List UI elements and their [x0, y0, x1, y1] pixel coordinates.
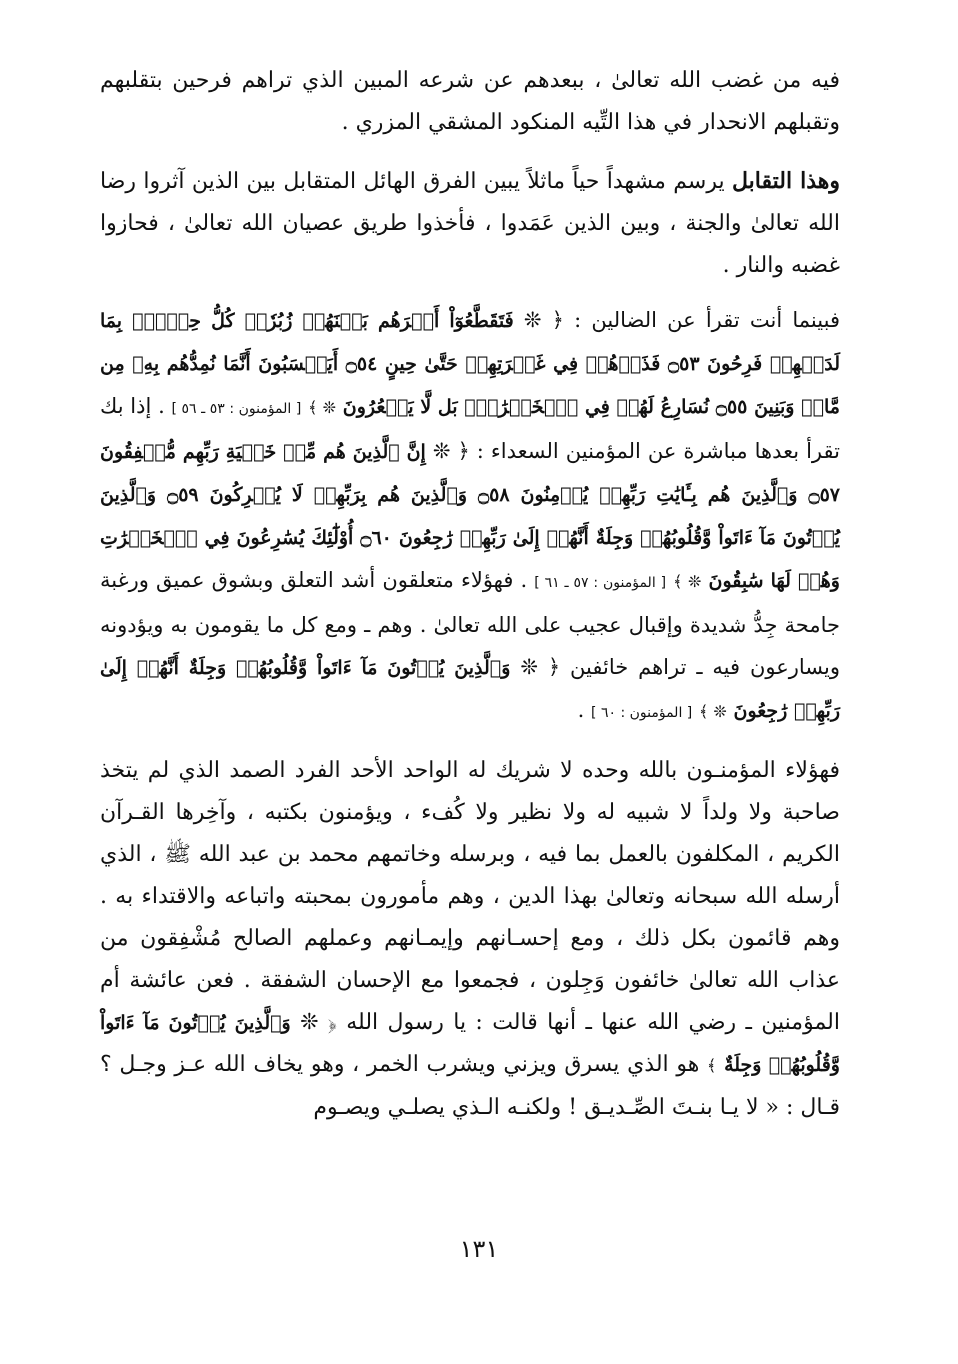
paragraph-2-lead: وهذا التقابل	[732, 168, 840, 194]
book-page	[100, 60, 840, 1260]
citation-57-61: [ المؤمنون : ٥٧ ـ ٦١ ]	[534, 575, 667, 591]
paragraph-1-text: فيه من غضب الله تعالىٰ ، ببعدهم عن شرعه المبين الذي تراهم فرحين بتقلبهم وتقبلهم الانحدار في هذا التِّيه المنكود المشقي المزري .	[100, 68, 840, 135]
paragraph-4-tail: هو الذي يسرق ويزني ويشرب الخمر ، وهو يخاف الله عـز وجـل ؟ قـال : « لا يـا بنـتَ الصِّـديـق ! ولكنـه الـذي يصلـي ويصـوم	[100, 1052, 840, 1120]
citation-53-56: [ المؤمنون : ٥٣ ـ ٥٦ ]	[171, 401, 302, 417]
quran-verse-57-61: إِنَّ ٱلَّذِينَ هُم مِّنۡ خَشۡيَةِ رَبِّهِم مُّشۡفِقُونَ ۝٥٧ وَٱلَّذِينَ هُم بِـَٔايَٰتِ رَبِّهِمۡ يُؤۡمِنُونَ ۝٥٨ وَٱلَّذِينَ هُم بِرَبِّهِمۡ لَا يُشۡرِكُونَ ۝٥٩ وَٱلَّذِينَ يُؤۡتُونَ مَآ ءَاتَواْ وَّقُلُوبُهُمۡ وَجِلَةٌ أَنَّهُمۡ إِلَىٰ رَبِّهِمۡ رَٰجِعُونَ ۝٦٠ أُوْلَٰٓئِكَ يُسَٰرِعُونَ فِي ٱلۡخَيۡرَٰتِ وَهُمۡ لَهَا سَٰبِقُونَ	[100, 441, 841, 592]
paragraph-4	[100, 750, 840, 1129]
paragraph-2-text: يرسم مشهداً حياً ماثلاً يبين الفرق الهائل المتقابل بين الذين آثروا رضا الله تعالىٰ والجنة ، وبين الذين عَمَدوا ، فأخذوا طريق عصيان الله تعالىٰ ، فحازوا غضبه والنار .	[100, 169, 840, 278]
ornament-close-3: ❊ ﴾	[698, 702, 727, 721]
ornament-close-2: ❊ ﴾	[673, 572, 702, 591]
passage-end: .	[577, 698, 585, 722]
paragraph-4-text: فهؤلاء المؤمنـون بالله وحده لا شريك له الواحد الأحد الفرد الصمد الذي لم يتخذ صاحبة ولا ولداً لا شبيه له ولا نظير ولا كُفء ، ويؤمنون بكتبه ، وآخِرها القـرآن الكريم ، المكلفون بالعمل بما فيه ، وبرسله وخاتمهم محمد بن عبد الله ﷺ ، الذي أرسله الله سبحانه وتعالىٰ بهذا الدين ، وهم مأمورون بمحبته واتباعه والاقتداء به . وهم قائمون بكل ذلك ، ومع إحسـانهم وإيمـانهم وعملهم الصالح مُشْفِقون من عذاب الله تعالىٰ خائفون وَجِلون ، فجمعوا مع الإحسان الشفقة . فعن عائشة أم المؤمنين ـ رضي الله عنها ـ أنها قالت : يا رسول الله ﴿ ❊	[100, 758, 840, 1035]
passage-mid: . إذا بك تقرأ بعدها مباشرة عن المؤمنين السعداء : ﴿ ❊	[100, 394, 840, 463]
paragraph-1	[100, 60, 840, 144]
ornament-close-4: ﴾	[707, 1056, 717, 1075]
paragraph-3-quran-passage	[100, 299, 840, 734]
passage-intro: فبينما أنت تقرأ عن الضالين : ﴿ ❊	[523, 308, 840, 332]
citation-60: [ المؤمنون : ٦٠ ]	[591, 705, 693, 721]
paragraph-2	[100, 160, 840, 287]
page-number: ١٣١	[459, 1235, 499, 1263]
passage-body: . فهؤلاء متعلقون أشد التعلق وبشوق عميق ورغبة جامحة جِدُّ شديدة وإقبال عجيب على الله تعالىٰ . وهم ـ ومع كل ما يقومون به ويؤدونه ويسارعون فيه ـ تراهم خائفين ﴿ ❊	[100, 568, 840, 679]
quran-verse-quote: وَٱلَّذِينَ يُؤۡتُونَ مَآ ءَاتَواْ وَّقُلُوبُهُمۡ وَجِلَةٌ	[100, 1012, 840, 1076]
quran-verse-53-56: فَتَقَطَّعُوٓاْ أَمۡرَهُم بَيۡنَهُمۡ زُبُرٗاۖ كُلُّ حِزۡبِۭ بِمَا لَدَيۡهِمۡ فَرِحُونَ ۝٥٣ فَذَرۡهُمۡ فِي غَمۡرَتِهِمۡ حَتَّىٰ حِينٍ ۝٥٤ أَيَحۡسَبُونَ أَنَّمَا نُمِدُّهُم بِهِۦ مِن مَّالٖ وَبَنِينَ ۝٥٥ نُسَارِعُ لَهُمۡ فِي ٱلۡخَيۡرَٰتِۚ بَل لَّا يَشۡعُرُونَ	[100, 310, 840, 418]
ornament-close-1: ❊ ﴾	[308, 398, 337, 417]
quran-verse-60: وَٱلَّذِينَ يُؤۡتُونَ مَآ ءَاتَواْ وَّقُلُوبُهُمۡ وَجِلَةٌ أَنَّهُمۡ إِلَىٰ رَبِّهِمۡ رَٰجِعُونَ	[100, 657, 840, 722]
